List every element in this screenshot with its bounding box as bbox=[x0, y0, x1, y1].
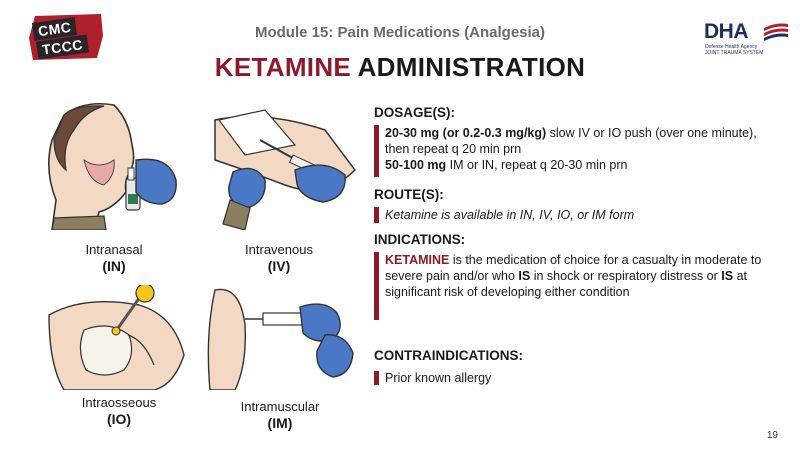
caption-intravenous-abbr: (IV) bbox=[267, 258, 291, 274]
caption-intravenous bbox=[224, 241, 334, 275]
page-title bbox=[0, 52, 800, 83]
intraosseous-device-icon bbox=[44, 285, 194, 390]
caption-intranasal-label: Intranasal bbox=[85, 242, 143, 257]
title-rest: ADMINISTRATION bbox=[351, 52, 586, 82]
dha-sub-line-1: Defense Health Agency bbox=[705, 44, 758, 50]
caption-intraosseous-abbr: (IO) bbox=[106, 411, 132, 427]
indications-accent-bar bbox=[374, 252, 379, 320]
dha-sub-line-2: JOINT TRAUMA SYSTEM bbox=[705, 50, 764, 56]
dosage-heading: DOSAGE(S): bbox=[374, 105, 455, 120]
caption-intranasal-abbr: (IN) bbox=[102, 258, 126, 274]
indications-part-2: is the medication of choice for a casualty in moderate to severe pain and/or who bbox=[385, 253, 762, 283]
route-heading: ROUTE(S): bbox=[374, 187, 444, 202]
dosage-block bbox=[374, 125, 784, 173]
title-accent: KETAMINE bbox=[214, 52, 352, 82]
dosage-line-1 bbox=[385, 125, 784, 157]
indications-block bbox=[374, 252, 774, 300]
iv-injection-icon bbox=[205, 100, 365, 230]
route-text: Ketamine is available in IN, IV, IO, or IM form bbox=[385, 208, 635, 222]
indications-part-6: at significant risk of developing either condition bbox=[385, 269, 747, 299]
intramuscular-syringe-icon bbox=[205, 285, 365, 390]
logo-line-1: CMC bbox=[32, 17, 77, 41]
page-number: 19 bbox=[766, 430, 778, 441]
nasal-spray-icon bbox=[44, 100, 194, 230]
contraindications-accent-bar bbox=[374, 371, 379, 385]
dosage-line-1-rest: slow IV or IO push (over one minute), then repeat q 20 min prn bbox=[385, 126, 757, 156]
caption-intramuscular-abbr: (IM) bbox=[267, 415, 293, 431]
dosage-line-2-bold: 50-100 mg bbox=[385, 158, 447, 172]
dosage-accent-bar bbox=[374, 125, 379, 177]
caption-intraosseous-label: Intraosseous bbox=[81, 395, 157, 410]
contraindications-heading: CONTRAINDICATIONS: bbox=[374, 348, 523, 363]
caption-intravenous-label: Intravenous bbox=[245, 242, 313, 257]
contraindications-block bbox=[374, 370, 774, 386]
caption-intranasal bbox=[64, 241, 164, 275]
module-subtitle: Module 15: Pain Medications (Analgesia) bbox=[254, 24, 546, 41]
caption-intraosseous bbox=[64, 394, 174, 428]
indications-part-4: in shock or respiratory distress or bbox=[530, 269, 722, 283]
indications-heading: INDICATIONS: bbox=[374, 232, 466, 247]
indications-text bbox=[385, 252, 774, 300]
indications-emphasis-1: IS bbox=[518, 269, 531, 283]
route-accent-bar bbox=[374, 207, 379, 223]
contraindications-text: Prior known allergy bbox=[385, 371, 492, 385]
dosage-line-2 bbox=[385, 157, 784, 173]
caption-intramuscular bbox=[220, 398, 340, 432]
route-block bbox=[374, 207, 784, 223]
dosage-line-2-rest: IM or IN, repeat q 20-30 min prn bbox=[446, 158, 628, 172]
caption-intramuscular-label: Intramuscular bbox=[240, 399, 320, 414]
dha-name: DHA bbox=[704, 20, 748, 43]
logo-line-2: TCCC bbox=[36, 35, 89, 60]
indications-drug-name: KETAMINE bbox=[385, 253, 450, 267]
dosage-line-1-bold: 20-30 mg (or 0.2-0.3 mg/kg) bbox=[385, 126, 547, 140]
indications-emphasis-2: IS bbox=[721, 269, 734, 283]
